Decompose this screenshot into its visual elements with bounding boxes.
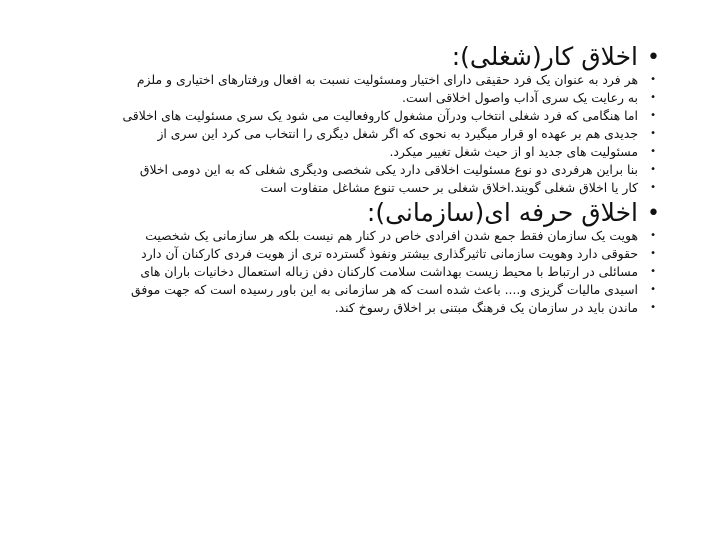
bullet-text: هر فرد به عنوان یک فرد حقیقی دارای اختیار ومسئولیت نسبت به افعال ورفتارهای اختیاری و ملزم	[136, 72, 638, 87]
bullet-icon: •	[650, 74, 656, 85]
bullet-icon: •	[650, 284, 656, 295]
bullet-item	[70, 300, 660, 315]
slide-content	[70, 40, 660, 318]
bullet-item	[70, 246, 660, 261]
bullet-text: اما هنگامی که فرد شغلی انتخاب ودرآن مشغول کاروفعالیت می شود یک سری مسئولیت های اخلاقی	[122, 108, 638, 123]
bullet-icon: •	[650, 230, 656, 241]
bullet-icon: •	[650, 164, 656, 175]
section-heading-professional-ethics	[70, 198, 660, 228]
bullet-item	[70, 282, 660, 297]
bullet-icon: •	[650, 128, 656, 139]
bullet-text: مسئولیت های جدید او از حیث شغل تغییر میکرد.	[389, 144, 638, 159]
bullet-icon: •	[650, 182, 656, 193]
bullet-item	[70, 108, 660, 123]
bullet-text: اسیدی مالیات گریزی و.... باعث شده است که هر سازمانی به این باور رسیده است که جهت موفق	[130, 282, 638, 297]
bullet-icon: •	[650, 266, 656, 277]
bullet-item	[70, 72, 660, 87]
bullet-icon: •	[647, 201, 660, 226]
bullet-item	[70, 228, 660, 243]
bullet-text: حقوقی دارد وهویت سازمانی تاثیرگذاری بیشتر ونفوذ گسترده تری از هویت فردی کارکنان آن دارد	[141, 246, 638, 261]
heading-text: اخلاق کار(شغلی):	[451, 42, 638, 71]
bullet-text: کار یا اخلاق شغلی گویند.اخلاق شغلی بر حسب تنوع مشاغل متفاوت است	[260, 180, 638, 195]
heading-text: اخلاق حرفه ای(سازمانی):	[366, 198, 638, 227]
bullet-icon: •	[650, 92, 656, 103]
bullet-item	[70, 162, 660, 177]
bullet-icon: •	[647, 45, 660, 70]
bullet-item	[70, 180, 660, 195]
bullet-text: جدیدی هم بر عهده او قرار میگیرد به نحوی که اگر شغل دیگری را انتخاب می کرد این سری از	[157, 126, 638, 141]
bullet-text: ماندن باید در سازمان یک فرهنگ مبتنی بر اخلاق رسوخ کند.	[334, 300, 638, 315]
bullet-icon: •	[650, 110, 656, 121]
bullet-text: بنا براین هرفردی دو نوع مسئولیت اخلاقی دارد یکی شخصی ودیگری شغلی که به این دومی اخلاق	[139, 162, 638, 177]
bullet-text: هویت یک سازمان فقط جمع شدن افرادی خاص در کنار هم نیست بلکه هر سازمانی یک شخصیت	[145, 228, 638, 243]
bullet-text: به رعایت یک سری آداب واصول اخلاقی است.	[402, 90, 638, 105]
bullet-icon: •	[650, 146, 656, 157]
bullet-item	[70, 126, 660, 141]
bullet-list	[70, 42, 660, 315]
section-heading-work-ethics	[70, 42, 660, 72]
bullet-item	[70, 90, 660, 105]
bullet-item	[70, 264, 660, 279]
bullet-icon: •	[650, 302, 656, 313]
bullet-item	[70, 144, 660, 159]
bullet-text: مسائلی در ارتباط با محیط زیست بهداشت سلامت کارکنان دفن زباله استعمال دخانیات باران های	[140, 264, 638, 279]
bullet-icon: •	[650, 248, 656, 259]
